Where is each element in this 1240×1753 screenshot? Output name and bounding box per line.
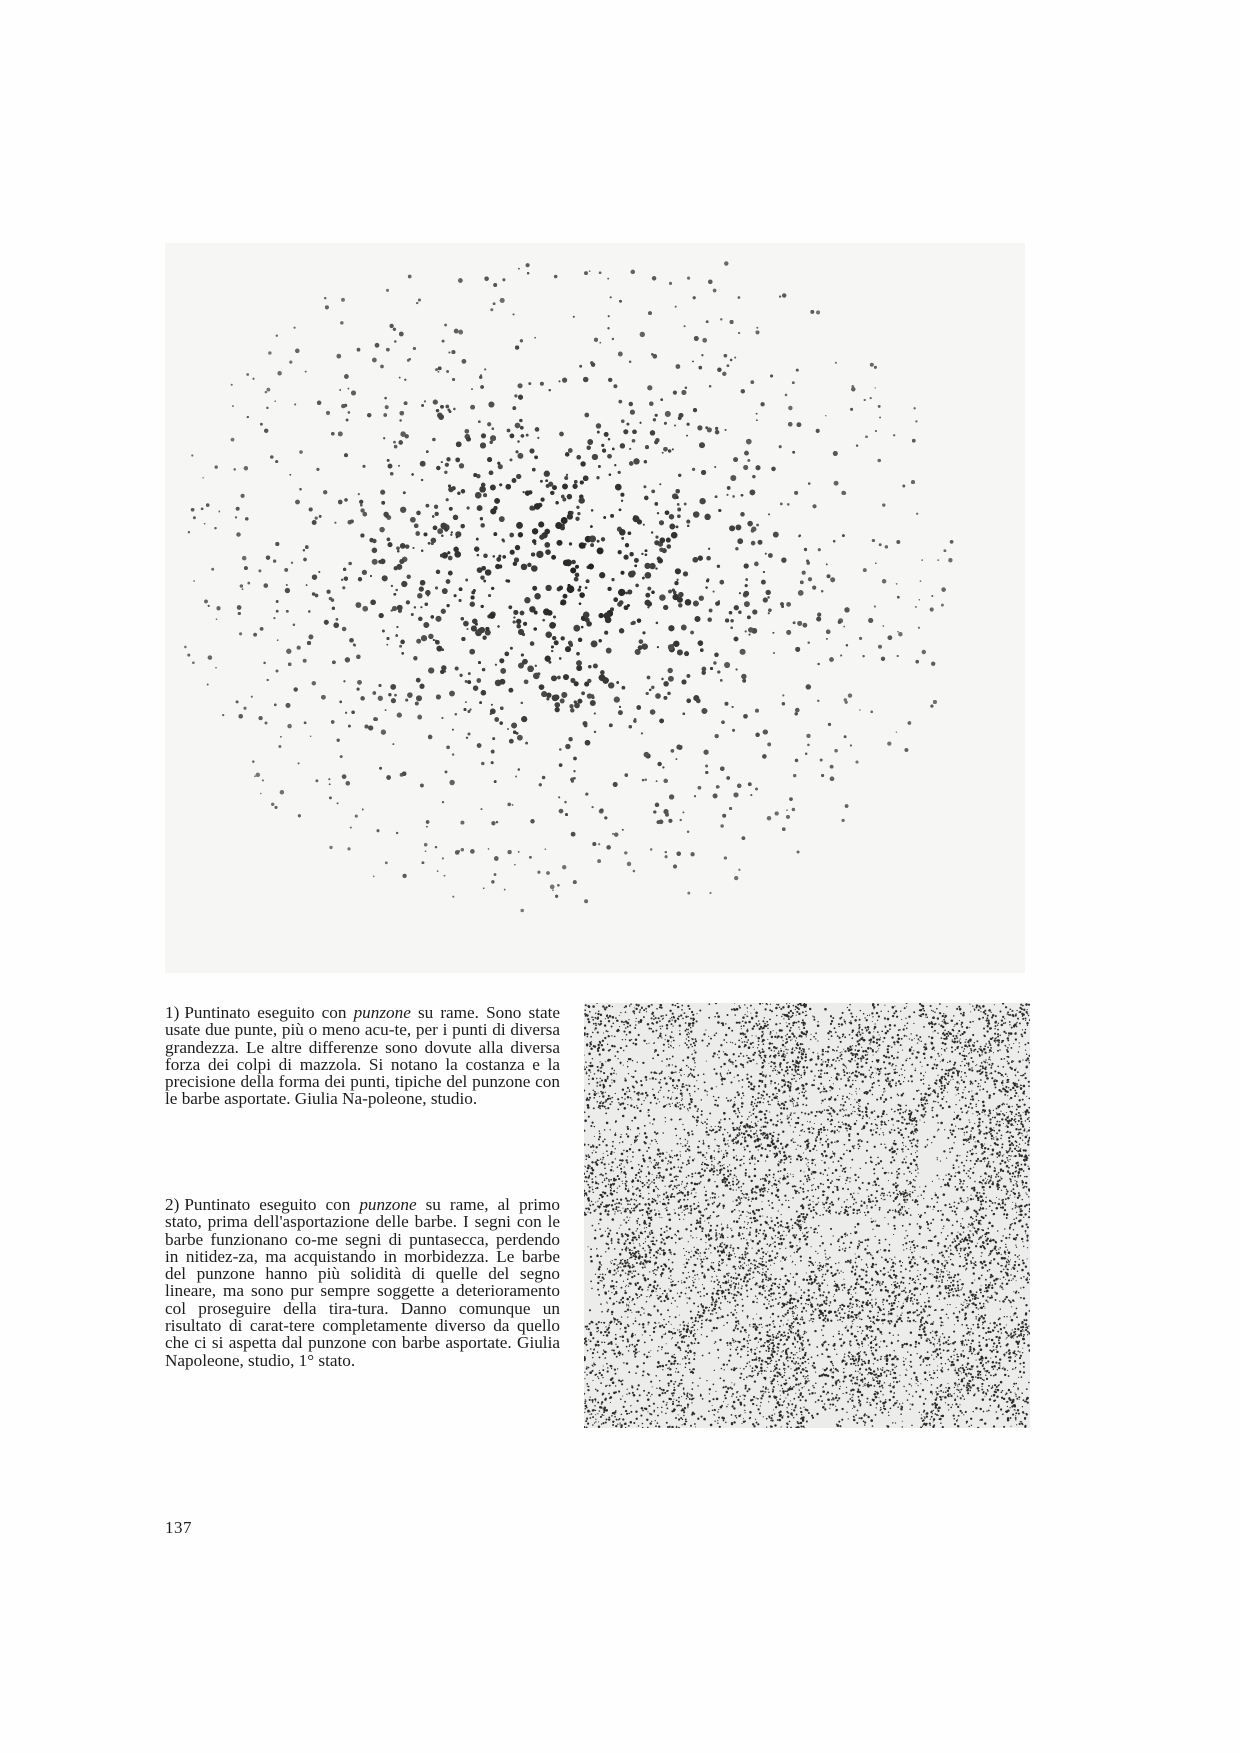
- caption-2-emphasis: punzone: [359, 1195, 417, 1214]
- caption-1-emphasis: punzone: [353, 1003, 411, 1022]
- caption-2: [165, 1196, 560, 1369]
- caption-1-number: 1): [165, 1003, 180, 1022]
- caption-1: [165, 1004, 560, 1108]
- stipple-dot-cloud: [165, 243, 1025, 973]
- caption-1-text-start: Puntinato eseguito con: [184, 1003, 354, 1022]
- stipple-tile-grid: [584, 1003, 1030, 1428]
- caption-2-text-end: su rame, al primo stato, prima dell'asportazione delle barbe. I segni con le barbe funzionano co-me segni di puntasecca, perdendo in nitidez-za, ma acquistando in morbidezza. Le barbe del punzone hanno più solidità di quelle del segno lineare, ma sono pur sempre soggette a deterioramento col proseguire della tira-tura. Danno comunque un risultato di carat-tere completamente diverso da quello che ci si aspetta dal punzone con barbe asportate. Giulia Napoleone, studio, 1° stato.: [165, 1195, 560, 1370]
- page-number: 137: [165, 1518, 192, 1537]
- stippled-engraving-plate-2: [584, 1003, 1030, 1428]
- caption-2-number: 2): [165, 1195, 180, 1214]
- stippled-engraving-plate-1: [165, 243, 1025, 973]
- caption-2-text-start: Puntinato eseguito con: [184, 1195, 360, 1214]
- caption-1-text-end: su rame. Sono state usate due punte, più o meno acu-te, per i punti di diversa grandezza. Le altre differenze sono dovute alla diversa forza dei colpi di mazzola. Si notano la costanza e la precisione della forma dei punti, tipiche del punzone con le barbe asportate. Giulia Na-poleone, studio.: [165, 1003, 560, 1109]
